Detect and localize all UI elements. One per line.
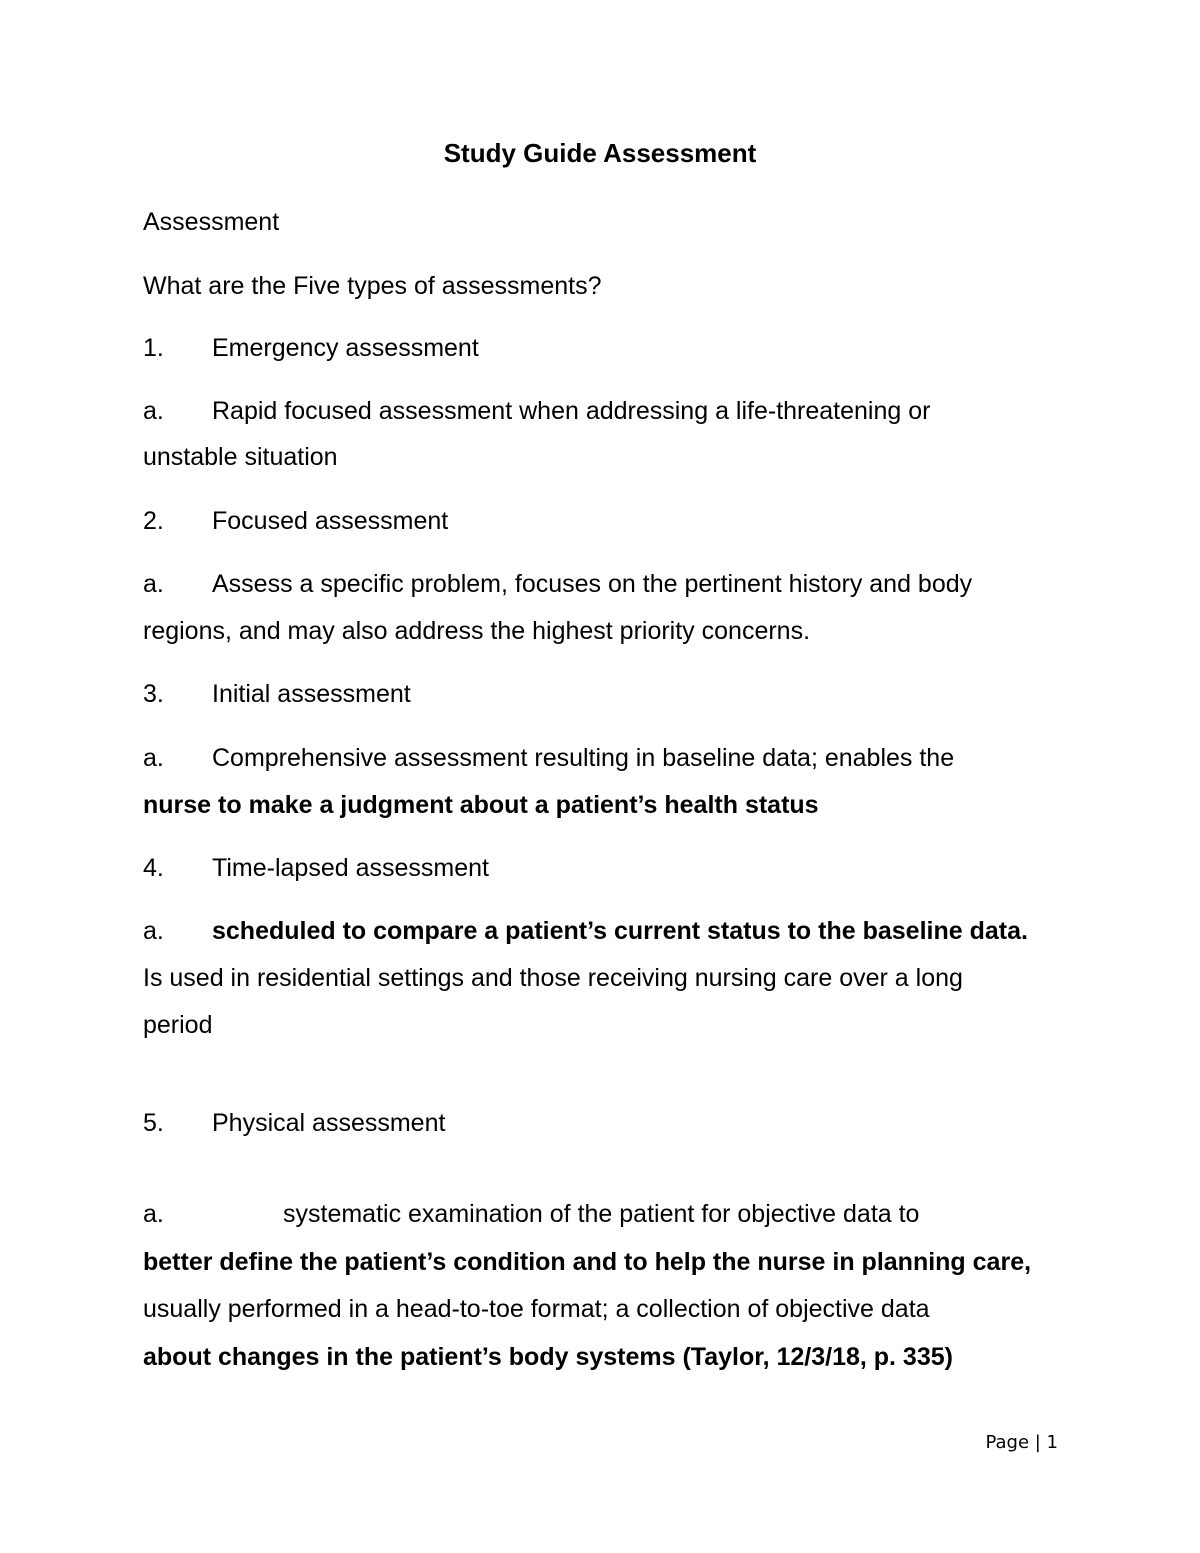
question-text: What are the Five types of assessments? [143, 272, 602, 300]
subitem-continuation: regions, and may also address the highest priority concerns. [143, 617, 811, 645]
list-subitem-5 [143, 1199, 919, 1229]
item-name: Focused assessment [212, 507, 449, 535]
list-subitem-4 [143, 916, 1028, 946]
item-number: 5. [143, 1109, 164, 1137]
item-number: 3. [143, 680, 164, 708]
item-name: Physical assessment [212, 1109, 446, 1137]
list-subitem-3 [143, 743, 954, 773]
subitem-marker: a. [143, 1200, 164, 1228]
subitem-continuation: better define the patient’s condition and to help the nurse in planning care, [143, 1248, 1032, 1276]
list-item-1 [143, 333, 479, 363]
item-name: Time-lapsed assessment [212, 854, 489, 882]
subitem-continuation: nurse to make a judgment about a patient’s health status [143, 791, 819, 819]
subitem-marker: a. [143, 917, 164, 945]
subitem-continuation: about changes in the patient’s body systems (Taylor, 12/3/18, p. 335) [143, 1343, 953, 1371]
list-subitem-2 [143, 569, 972, 599]
subitem-continuation: usually performed in a head-to-toe format; a collection of objective data [143, 1295, 930, 1323]
subitem-text: scheduled to compare a patient’s current status to the baseline data. [212, 917, 1028, 945]
item-number: 2. [143, 507, 164, 535]
item-number: 4. [143, 854, 164, 882]
list-item-4 [143, 853, 489, 883]
item-number: 1. [143, 334, 164, 362]
list-item-5 [143, 1108, 445, 1138]
document-title: Study Guide Assessment [443, 138, 757, 168]
subitem-marker: a. [143, 397, 164, 425]
subitem-text: Assess a specific problem, focuses on the pertinent history and body [212, 570, 973, 598]
list-item-3 [143, 679, 411, 709]
subitem-continuation: period [143, 1011, 213, 1039]
subitem-text: Rapid focused assessment when addressing a life-threatening or [212, 397, 931, 425]
subitem-text: Comprehensive assessment resulting in baseline data; enables the [212, 744, 955, 772]
subitem-marker: a. [143, 744, 164, 772]
subitem-continuation: unstable situation [143, 443, 338, 471]
subitem-marker: a. [143, 570, 164, 598]
subitem-continuation: Is used in residential settings and those receiving nursing care over a long [143, 964, 963, 992]
section-heading: Assessment [143, 208, 280, 236]
list-item-2 [143, 506, 448, 536]
item-name: Initial assessment [212, 680, 411, 708]
list-subitem-1 [143, 396, 930, 426]
subitem-text: systematic examination of the patient for objective data to [283, 1200, 920, 1228]
page-number-footer: Page | 1 [985, 1432, 1058, 1453]
item-name: Emergency assessment [212, 334, 479, 362]
